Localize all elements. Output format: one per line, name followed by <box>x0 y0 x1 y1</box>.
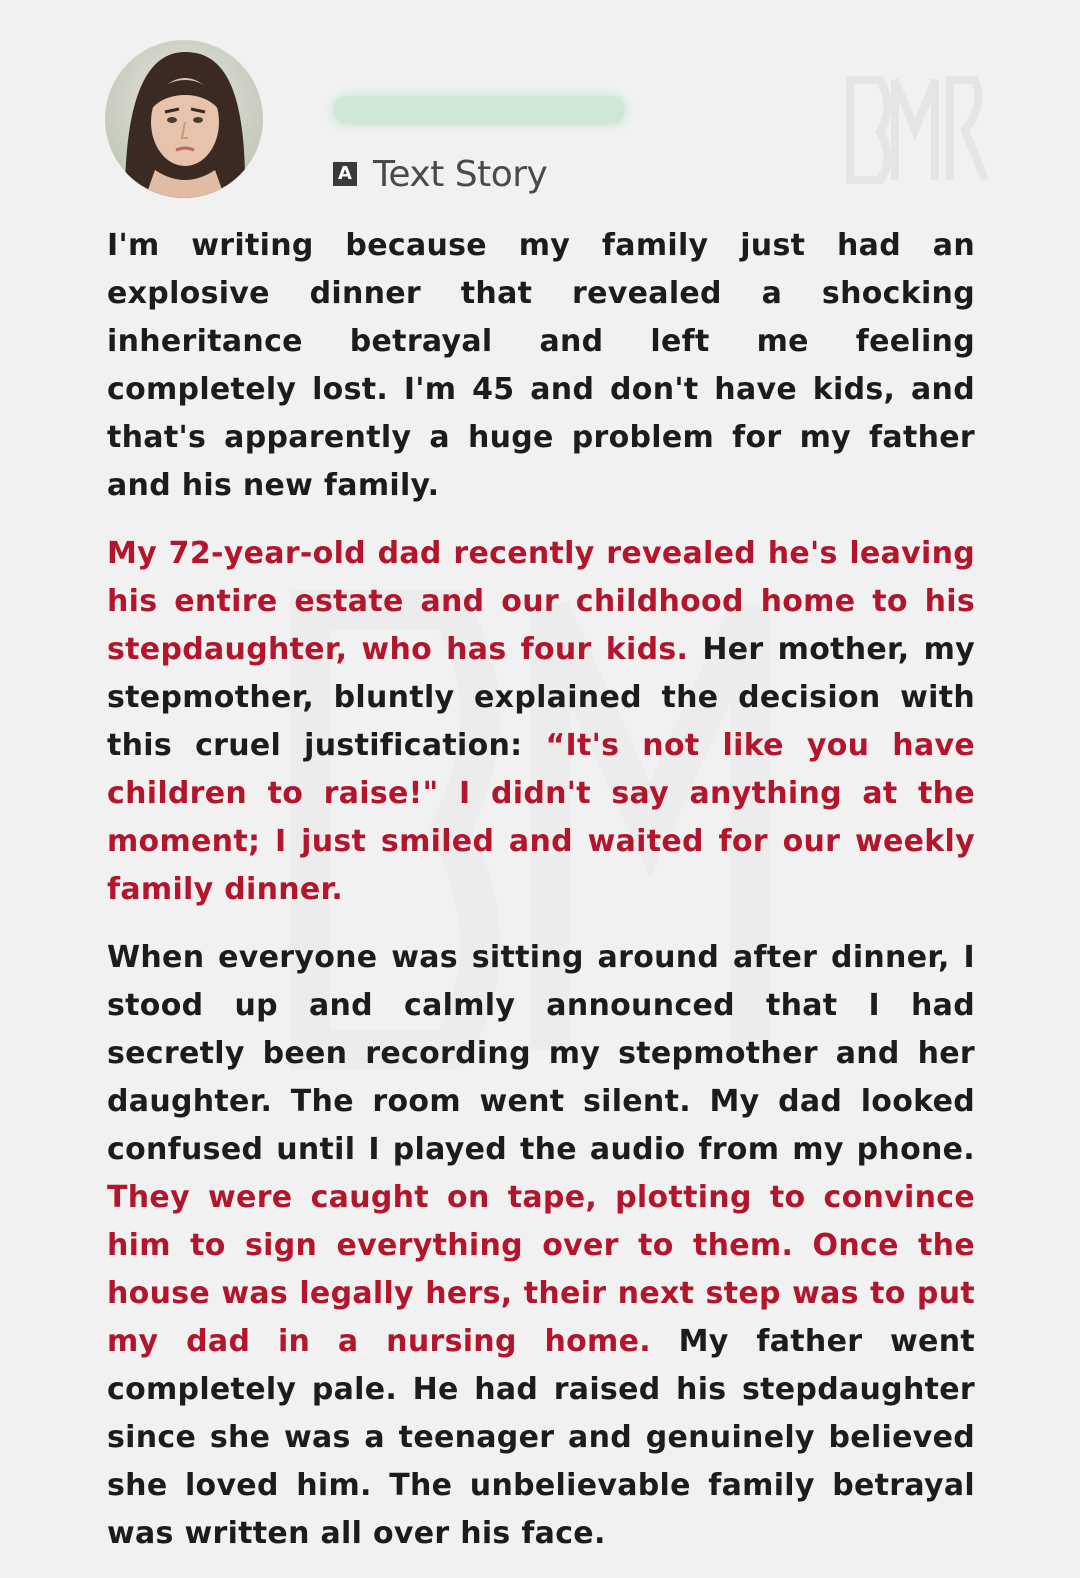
story-paragraph-1 <box>107 222 975 510</box>
story-text: My father went completely pale. He had raised his stepdaughter since she was a teenager and genuinely believed she loved him. The unbelievable family betrayal was written all over his face. <box>107 1324 975 1551</box>
story-type-label <box>333 152 547 196</box>
story-body <box>107 222 975 1578</box>
avatar-image <box>105 40 263 198</box>
story-text: Her mother, my stepmother, bluntly explained the decision with this cruel justification: <box>107 632 975 763</box>
highlighted-text: They were caught on tape, plotting to convince him to sign everything over to them. Once the house was legally hers, their next step was to put my dad in a nursing home. <box>107 1180 975 1359</box>
story-text: I'm writing because my family just had an explosive dinner that revealed a shocking inheritance betrayal and left me feeling completely lost. I'm 45 and don't have kids, and that's apparently a huge problem for my father and his new family. <box>107 228 975 503</box>
letter-a-icon: A <box>333 162 357 186</box>
subtitle-text: Text Story <box>373 153 548 195</box>
highlighted-text: “It's not like you have children to raise!" I didn't say anything at the moment; I just smiled and waited for our weekly family dinner. <box>107 728 976 907</box>
story-text: When everyone was sitting around after dinner, I stood up and calmly announced that I had secretly been recording my stepmother and her daughter. The room went silent. My dad looked confused until I played the audio from my phone. <box>107 940 975 1167</box>
bmr-logo-watermark <box>840 60 990 200</box>
story-paragraph-2 <box>107 530 975 914</box>
highlighted-text: My 72-year-old dad recently revealed he's leaving his entire estate and our childhood home to his stepdaughter, who has four kids. <box>107 536 975 667</box>
avatar <box>105 40 263 198</box>
name-redaction <box>333 96 625 124</box>
story-paragraph-3 <box>107 934 975 1558</box>
